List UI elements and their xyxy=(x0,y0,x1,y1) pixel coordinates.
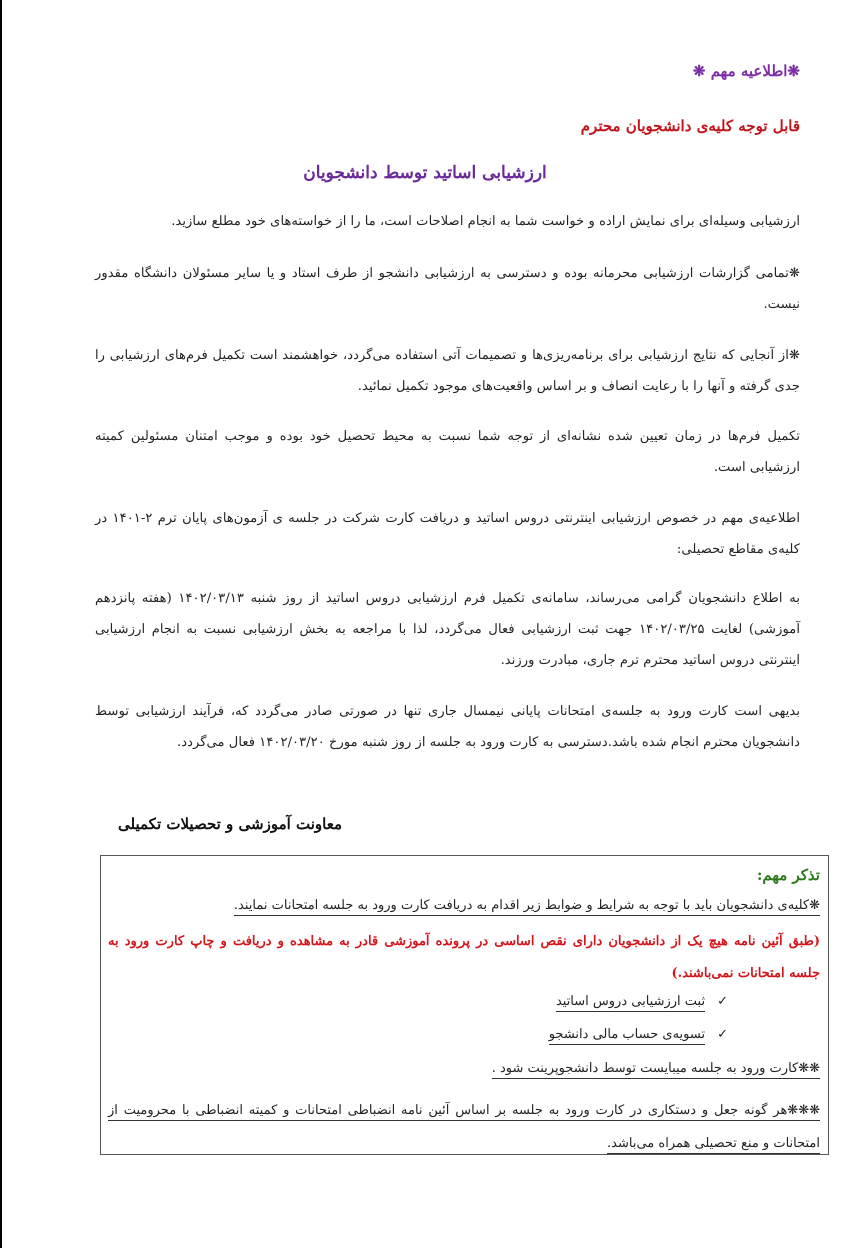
reminder-line-3-text: ❋❋❋هر گونه جعل و دستکاری در کارت ورود به جلسه بر اساس آئین نامه انضباطی امتحانات و کمیته انضباطی با محرومیت از امتحانات و منع تحصیلی همراه می‌باشد. xyxy=(108,1103,820,1154)
attention-heading: قابل توجه کلیه‌ی دانشجویان محترم xyxy=(580,117,800,135)
checklist-item-1 xyxy=(556,994,728,1009)
reminder-line-1-text: ❋کلیه‌ی دانشجویان باید با توجه به شرایط و ضوابط زیر اقدام به دریافت کارت ورود به جلسه امتحانات نمایند. xyxy=(234,898,820,916)
reminder-red-note: (طبق آئین نامه هیچ یک از دانشجویان دارای نقص اساسی در پرونده آموزشی قادر به مشاهده و دریافت و چاپ کارت ورود به جلسه امتحانات نمی‌باشند.) xyxy=(108,934,820,981)
paragraph-1: ارزشیابی وسیله‌ای برای نمایش اراده و خواست شما به انجام اصلاحات است، ما را از خواسته‌های خود مطلع سازید. xyxy=(171,214,800,229)
left-border-line xyxy=(0,0,2,1248)
check-icon: ✓ xyxy=(717,1027,728,1042)
notice-heading: ❋اطلاعیه مهم ❋ xyxy=(692,62,800,80)
reminder-line-1 xyxy=(234,898,820,913)
paragraph-2: ❋تمامی گزارشات ارزشیابی محرمانه بوده و دسترسی به ارزشیابی دانشجو از طرف استاد و یا سایر مسئولان دانشگاه مقدور نیست. xyxy=(95,266,800,312)
checklist-item-2 xyxy=(549,1027,728,1042)
reminder-line-3 xyxy=(108,1094,820,1160)
checklist-item-1-label: ثبت ارزشیابی دروس اساتید xyxy=(556,994,705,1012)
checklist-item-2-label: تسویه‌ی حساب مالی دانشجو xyxy=(549,1027,705,1045)
paragraph-5: اطلاعیه‌ی مهم در خصوص ارزشیابی اینترنتی دروس اساتید و دریافت کارت شرکت در جلسه ی آزمون‌های پایان ترم ۲-۱۴۰۱ در کلیه‌ی مقاطع تحصیلی: xyxy=(95,511,800,557)
signature: معاونت آموزشی و تحصیلات تکمیلی xyxy=(118,815,342,833)
check-icon: ✓ xyxy=(717,994,728,1009)
reminder-box xyxy=(100,855,829,1155)
paragraph-3: ❋از آنجایی که نتایج ارزشیابی برای برنامه‌ریزی‌ها و تصمیمات آتی استفاده می‌گردد، خواهشمند است تکمیل فرم‌های ارزشیابی را جدی گرفته و آنها را با رعایت انصاف و بر اساس واقعیت‌های موجود تکمیل نمائید. xyxy=(95,348,800,394)
paragraph-7: بدیهی است کارت ورود به جلسه‌ی امتحانات پایانی نیمسال جاری تنها در صورتی صادر می‌گردد که، فرآیند ارزشیابی توسط دانشجویان محترم انجام شده باشد.دسترسی به کارت ورود به جلسه از روز شنبه مورخ ۱۴۰۲/۰۳/۲۰ فعال می‌گردد. xyxy=(95,704,800,750)
reminder-title: تذکر مهم: xyxy=(756,866,820,884)
reminder-line-2 xyxy=(492,1061,820,1076)
paragraph-6: به اطلاع دانشجویان گرامی می‌رساند، سامانه‌ی تکمیل فرم ارزشیابی دروس اساتید از روز شنبه ۱۴۰۲/۰۳/۱۳ (هفته پانزدهم آموزشی) لغایت ۱۴۰۲/۰۳/۲۵ جهت ثبت ارزشیابی فعال می‌گردد، لذا با مراجعه به بخش ارزشیابی نسبت به انجام ارزشیابی اینترنتی دروس اساتید محترم ترم جاری، مبادرت ورزند. xyxy=(95,591,800,668)
reminder-line-2-text: ❋❋کارت ورود به جلسه میبایست توسط دانشجوپرینت شود . xyxy=(492,1061,820,1079)
paragraph-4: تکمیل فرم‌ها در زمان تعیین شده نشانه‌ای از توجه شما نسبت به محیط تحصیل خود بوده و موجب امتنان مسئولین کمیته ارزشیابی است. xyxy=(95,429,800,475)
page-title: ارزشیابی اساتید توسط دانشجویان xyxy=(303,163,547,183)
